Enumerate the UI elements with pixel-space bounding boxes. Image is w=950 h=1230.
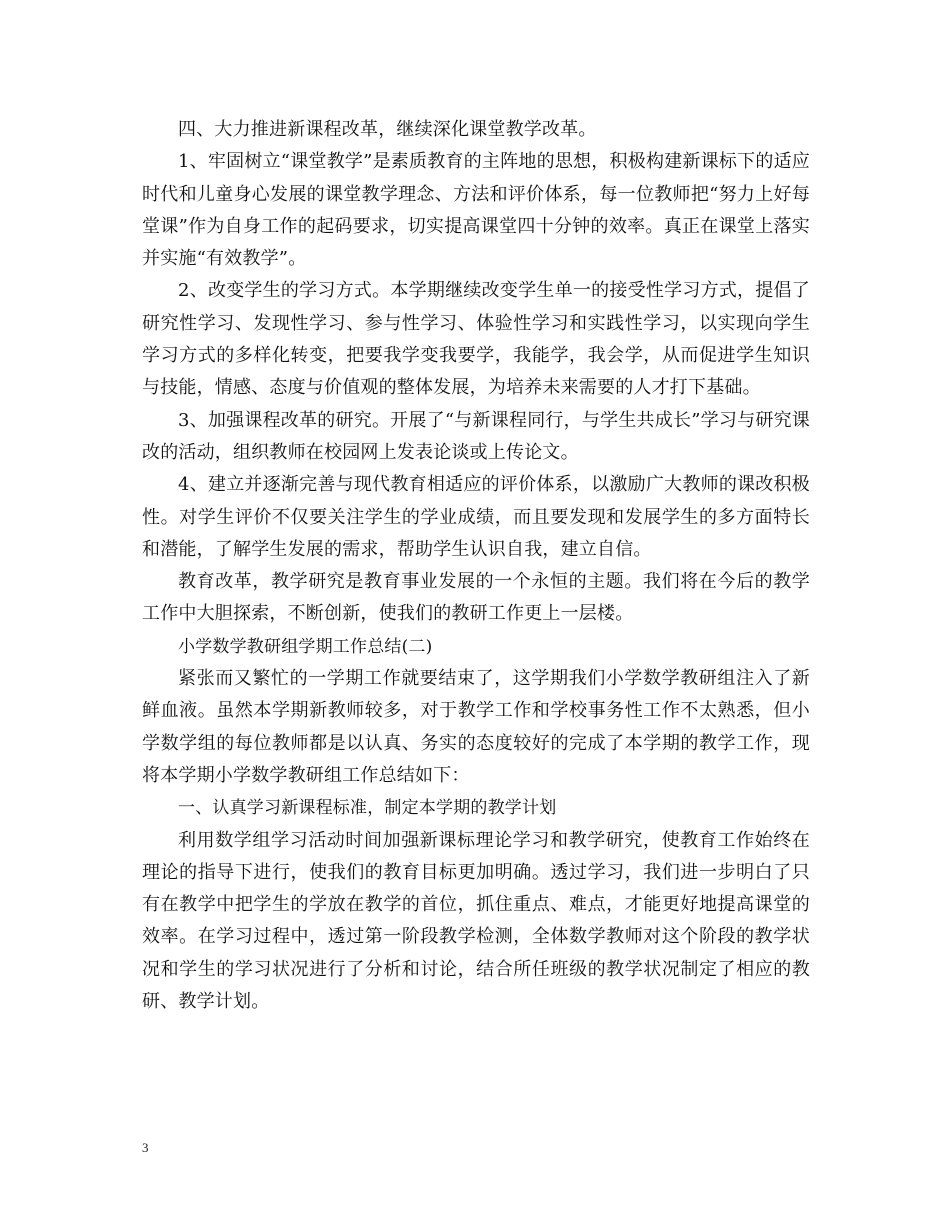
paragraph-point-3: 3、加强课程改革的研究。开展了“与新课程同行，与学生共成长”学习与研究课改的活动，组织教师在校园网上发表论谈或上传论文。 [142,409,810,463]
paragraph-point-2: 2、改变学生的学习方式。本学期继续改变学生单一的接受性学习方式，提倡了研究性学习、发现性学习、参与性学习、体验性学习和实践性学习，以实现向学生学习方式的多样化转变，把要我学变我要学，我能学，我会学，从而促进学生知识与技能，情感、态度与价值观的整体发展，为培养未来需要的人才打下基础。 [142,280,810,399]
section-title: 小学数学教研组学期工作总结(二) [178,636,433,657]
document-body [142,114,810,1018]
paragraph-section-four-heading: 四、大力推进新课程改革，继续深化课堂教学改革。 [178,119,597,140]
paragraph-conclusion: 教育改革，教学研究是教育事业发展的一个永恒的主题。我们将在今后的教学工作中大胆探索，不断创新，使我们的教研工作更上一层楼。 [142,571,810,625]
page-number: 3 [142,1140,149,1155]
paragraph-study: 利用数学组学习活动时间加强新课标理论学习和教学研究，使教育工作始终在理论的指导下进行，使我们的教育目标更加明确。透过学习，我们进一步明白了只有在教学中把学生的学放在教学的首位，抓住重点、难点，才能更好地提高课堂的效率。在学习过程中，透过第一阶段教学检测，全体数学教师对这个阶段的教学状况和学生的学习状况进行了分析和讨论，结合所任班级的教学状况制定了相应的教研、教学计划。 [142,829,810,1013]
subheading-one: 一、认真学习新课程标准，制定本学期的教学计划 [178,798,557,819]
paragraph-point-4: 4、建立并逐渐完善与现代教育相适应的评价体系，以激励广大教师的课改积极性。对学生评价不仅要关注学生的学业成绩，而且要发现和发展学生的多方面特长和潜能，了解学生发展的需求，帮助学生认识自我，建立自信。 [142,474,810,560]
paragraph-point-1: 1、牢固树立“课堂教学”是素质教育的主阵地的思想，积极构建新课标下的适应时代和儿童身心发展的课堂教学理念、方法和评价体系，每一位教师把“努力上好每堂课”作为自身工作的起码要求，切实提高课堂四十分钟的效率。真正在课堂上落实并实施“有效教学”。 [142,151,810,270]
paragraph-intro: 紧张而又繁忙的一学期工作就要结束了，这学期我们小学数学教研组注入了新鲜血液。虽然本学期新教师较多，对于教学工作和学校事务性工作不太熟悉，但小学数学组的每位教师都是以认真、务实的态度较好的完成了本学期的教学工作，现将本学期小学数学教研组工作总结如下： [142,668,810,786]
